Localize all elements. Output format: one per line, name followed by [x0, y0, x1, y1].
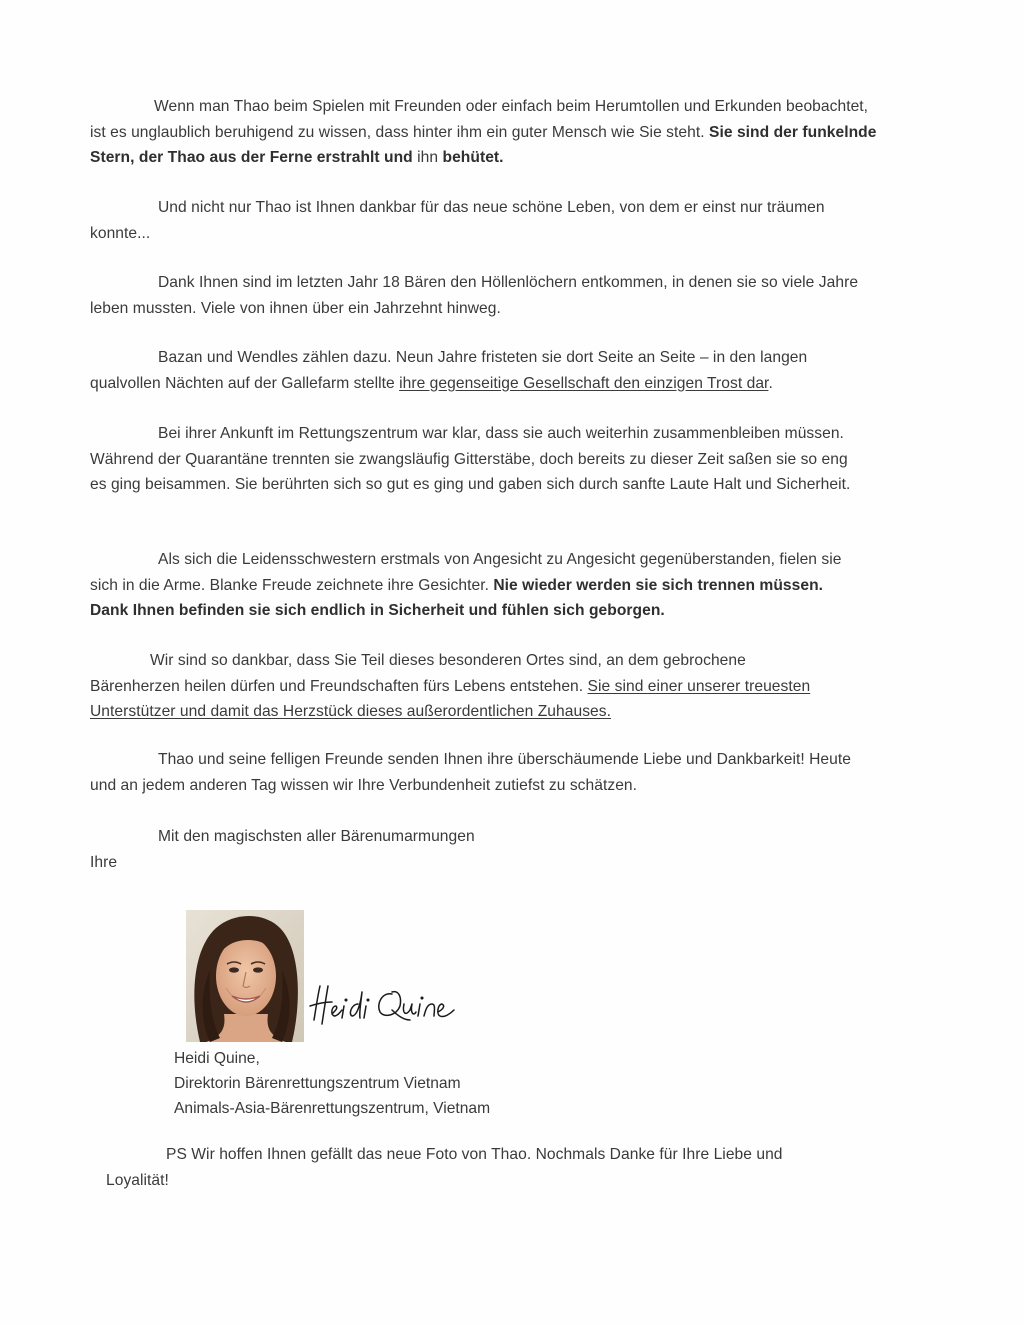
closing-ihre	[90, 850, 880, 876]
paragraph-8-text: Thao und seine felligen Freunde senden Ihnen ihre überschäumende Liebe und Dankbarkeit! Heute und an jedem anderen Tag wissen wir Ihre Verbundenheit zutiefst zu schätzen.	[90, 751, 851, 794]
postscript	[106, 1142, 846, 1193]
closing-line	[90, 824, 880, 850]
handwritten-signature	[306, 974, 466, 1034]
paragraph-1-bold-1: Sie sind der funkelnde Stern, der Thao aus der Ferne erstrahlt und	[90, 123, 877, 166]
paragraph-6-text: Als sich die Leidensschwestern erstmals von Angesicht zu Angesicht gegenüberstanden, fielen sie sich in die Arme. Blanke Freude zeichnete ihre Gesichter.	[90, 551, 842, 594]
paragraph-5	[90, 421, 855, 498]
author-photo	[186, 910, 304, 1042]
postscript-text: PS Wir hoffen Ihnen gefällt das neue Foto von Thao. Nochmals Danke für Ihre Liebe und Loyalität!	[106, 1146, 783, 1189]
paragraph-2	[90, 195, 880, 246]
paragraph-4-underlined: ihre gegenseitige Gesellschaft den einzigen Trost dar	[399, 374, 769, 392]
paragraph-1	[90, 94, 880, 171]
paragraph-5-text: Bei ihrer Ankunft im Rettungszentrum war klar, dass sie auch weiterhin zusammenbleiben müssen. Während der Quarantäne trennten sie zwangsläufig Gitterstäbe, doch bereits zu dieser Zeit saßen sie so eng es ging beisammen. Sie berührten sich so gut es ging und gaben sich durch sanfte Laute Halt und Sicherheit.	[90, 425, 851, 493]
paragraph-7	[90, 648, 825, 725]
closing-text: Mit den magischsten aller Bärenumarmungen	[158, 828, 475, 845]
signer-organization: Animals-Asia-Bärenrettungszentrum, Vietnam	[174, 1100, 491, 1117]
signature-block	[174, 1046, 490, 1121]
paragraph-2-text: Und nicht nur Thao ist Ihnen dankbar für das neue schöne Leben, von dem er einst nur träumen konnte...	[90, 199, 825, 242]
paragraph-1-text-2: ihn	[412, 149, 443, 166]
paragraph-7-underlined: Sie sind einer unserer treuesten Unterstützer und damit das Herzstück dieses außerordentlichen Zuhauses.	[90, 677, 811, 720]
paragraph-4-text: Bazan und Wendles zählen dazu. Neun Jahre fristeten sie dort Seite an Seite – in den langen qualvollen Nächten auf der Gallefarm stellte	[90, 349, 808, 392]
paragraph-1-text: Wenn man Thao beim Spielen mit Freunden oder einfach beim Herumtollen und Erkunden beobachtet, ist es unglaublich beruhigend zu wissen, dass hinter ihm ein guter Mensch wie Sie steht.	[90, 98, 869, 141]
paragraph-6	[90, 547, 860, 624]
paragraph-8	[90, 747, 870, 798]
paragraph-4-text-2: .	[768, 374, 773, 392]
closing-ihre-text: Ihre	[90, 854, 118, 871]
paragraph-7-text: Wir sind so dankbar, dass Sie Teil dieses besonderen Ortes sind, an dem gebrochene Bärenherzen heilen dürfen und Freundschaften fürs Lebens entstehen.	[90, 652, 746, 695]
paragraph-6-bold: Nie wieder werden sie sich trennen müssen. Dank Ihnen befinden sie sich endlich in Sicherheit und fühlen sich geborgen.	[90, 576, 824, 619]
paragraph-1-bold-2: behütet.	[442, 149, 504, 166]
paragraph-4	[90, 345, 865, 396]
paragraph-3-text: Dank Ihnen sind im letzten Jahr 18 Bären den Höllenlöchern entkommen, in denen sie so viele Jahre leben mussten. Viele von ihnen über ein Jahrzehnt hinweg.	[90, 274, 859, 317]
signer-name: Heidi Quine,	[174, 1050, 260, 1067]
paragraph-3	[90, 270, 880, 321]
signer-title: Direktorin Bärenrettungszentrum Vietnam	[174, 1075, 461, 1092]
